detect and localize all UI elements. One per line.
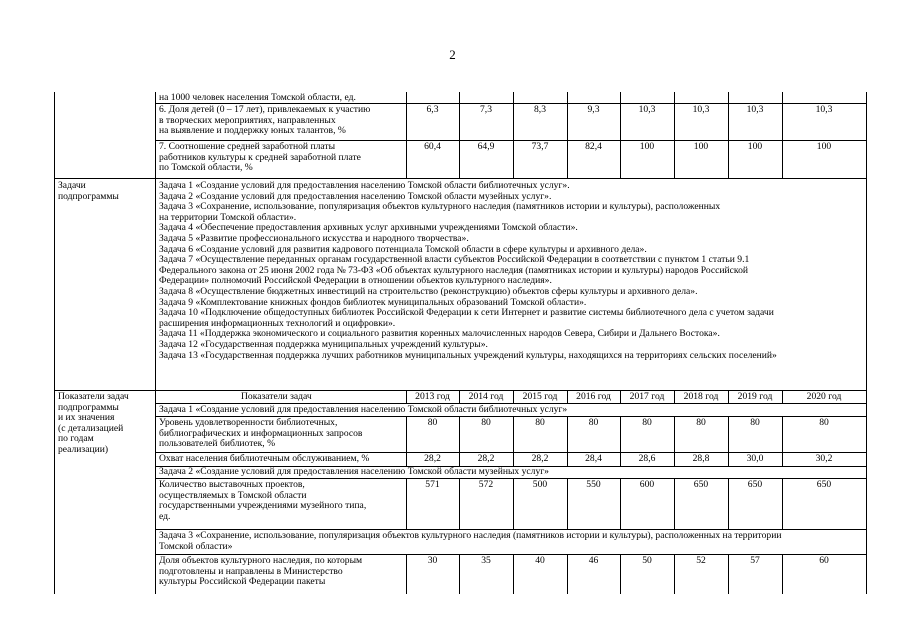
column-rule [674, 103, 675, 140]
column-rule [567, 390, 568, 403]
indicator-value: 6,3 [426, 104, 439, 115]
indicator-value: 10,3 [638, 104, 656, 115]
indicator-value: 30,0 [746, 453, 764, 464]
section-label: (с детализацией [58, 422, 124, 434]
column-rule [620, 478, 621, 529]
year-header: 2019 год [737, 391, 773, 402]
indicator-value: 80 [750, 417, 760, 428]
indicator-text: на выявление и поддержку юных талантов, % [159, 125, 346, 137]
column-rule [782, 140, 783, 178]
year-header: 2020 год [806, 391, 842, 402]
column-rule [513, 103, 514, 140]
column-rule [782, 103, 783, 140]
indicator-value: 35 [481, 555, 491, 566]
indicator-value: 10,3 [692, 104, 710, 115]
column-rule [620, 140, 621, 178]
column-rule [674, 390, 675, 403]
task-line: Федерации» полномочий Российской Федерации в отношении объектов культурного наследия». [159, 275, 552, 287]
indicator-value: 28,8 [692, 453, 710, 464]
indicator-value: 80 [588, 417, 599, 428]
column-rule [513, 140, 514, 178]
task-heading: Задача 3 «Сохранение, использование, популяризация объектов культурного наследия (памятников истории и культуры), расположенных на территории [159, 530, 782, 541]
indicator-text: Количество выставочных проектов, [159, 479, 305, 490]
task-heading: Задача 2 «Создание условий для предоставления населению Томской области музейных услуг» [159, 466, 549, 477]
indicator-value: 100 [693, 141, 709, 152]
section-label: реализации) [58, 444, 109, 455]
indicator-value: 80 [427, 417, 438, 428]
section-label: Показатели задач [58, 391, 129, 402]
indicator-value: 60 [819, 555, 829, 566]
task-line: Задача 1 «Создание условий для предоставления населению Томской области библиотечных услуг». [159, 180, 570, 191]
year-header: 2017 год [629, 391, 665, 402]
indicator-value: 52 [696, 555, 706, 566]
column-rule [728, 554, 729, 594]
indicator-value: 50 [642, 555, 652, 566]
indicator-value: 650 [693, 479, 709, 490]
column-rule [406, 554, 407, 594]
column-rule [406, 103, 407, 140]
section-rule [54, 178, 867, 179]
column-rule [406, 478, 407, 529]
indicator-value: 30 [427, 555, 438, 566]
task-line: Задача 6 «Создание условий для развития кадрового потенциала Томской области в сфере культуры и архивного дела». [159, 243, 647, 255]
indicator-value: 550 [586, 479, 601, 490]
task-line: расширения информационных технологий и оцифровки». [159, 317, 396, 329]
column-rule [620, 92, 621, 103]
indicator-text: государственными учреждениями музейного типа, [159, 500, 367, 512]
indicator-value: 100 [747, 141, 763, 152]
column-rule [406, 140, 407, 178]
task-line: Задача 13 «Государственная поддержка лучших работников муниципальных учреждений культуры, находящихся на территориях сельских поселений» [159, 349, 777, 361]
task-line: Задача 3 «Сохранение, использование, популяризация объектов культурного наследия (памятников истории и культуры), расположенных [159, 201, 721, 213]
task-line: Задача 2 «Создание условий для предоставления населению Томской области музейных услуг». [159, 190, 552, 202]
section-label: и их значения [58, 412, 115, 424]
column-rule [674, 92, 675, 103]
column-rule [513, 416, 514, 452]
column-rule [782, 416, 783, 452]
indicator-value: 650 [816, 479, 832, 490]
column-rule [459, 103, 460, 140]
column-rule [406, 416, 407, 452]
indicator-value: 80 [642, 417, 652, 428]
column-rule [459, 140, 460, 178]
indicator-value: 80 [535, 417, 545, 428]
task-line: Задача 8 «Осуществление бюджетных инвестиций на строительство (реконструкцию) объектов сферы культуры и архивного дела». [159, 286, 698, 297]
indicator-value: 8,3 [534, 104, 546, 115]
indicator-text: по Томской области, % [159, 162, 253, 174]
indicator-text: библиографических и информационных запросов [159, 427, 363, 439]
indicator-text: подготовлены и направлены в Министерство [159, 565, 343, 577]
column-rule [459, 452, 460, 466]
indicator-value: 650 [747, 479, 763, 490]
indicator-text: осуществляемых в Томской области [159, 489, 307, 501]
column-rule [513, 452, 514, 466]
indicator-value: 28,4 [585, 453, 602, 464]
column-rule [728, 478, 729, 529]
year-header: 2014 год [468, 391, 504, 402]
column-rule [728, 390, 729, 403]
task-line: Федерального закона от 25 июня 2002 года № 73-ФЗ «Об объектах культурного наследия (памятниках истории и культуры) народов Российской [159, 264, 749, 276]
column-rule [567, 103, 568, 140]
task-line: Задача 5 «Развитие профессионального искусства и народного творчества». [159, 233, 469, 244]
column-rule [513, 478, 514, 529]
indicator-value: 571 [425, 479, 440, 490]
column-rule [674, 554, 675, 594]
column-rule [459, 478, 460, 529]
indicator-text: 6. Доля детей (0 – 17 лет), привлекаемых к участию [159, 104, 371, 115]
column-rule [728, 103, 729, 140]
task-line: Задача 11 «Поддержка экономического и социального развития коренных малочисленных народов Севера, Сибири и Дальнего Востока». [159, 328, 720, 340]
column-rule [782, 390, 783, 403]
indicator-value: 82,4 [585, 141, 602, 152]
indicator-value: 600 [639, 479, 655, 490]
indicator-value: 28,2 [531, 453, 549, 464]
indicator-value: 80 [696, 417, 706, 428]
indicator-value: 57 [750, 555, 760, 566]
column-rule [406, 92, 407, 103]
indicator-value: 9,3 [587, 104, 600, 115]
indicator-value: 572 [478, 479, 494, 490]
column-rule [620, 416, 621, 452]
column-rule [782, 452, 783, 466]
column-rule [459, 390, 460, 403]
column-rule [567, 140, 568, 178]
table-right-border [866, 92, 867, 594]
column-rule [620, 390, 621, 403]
column-rule [728, 452, 729, 466]
column-rule [459, 92, 460, 103]
indicator-value: 100 [639, 141, 655, 152]
column-rule [620, 103, 621, 140]
column-header: Показатели задач [241, 391, 312, 402]
column-rule [406, 390, 407, 403]
indicator-text: ед. [159, 510, 171, 522]
indicator-value: 64,9 [477, 141, 495, 152]
column-rule [459, 416, 460, 452]
year-header: 2016 год [576, 391, 611, 402]
year-header: 2018 год [683, 391, 719, 402]
indicator-value: 500 [532, 479, 548, 490]
indicator-value: 28,6 [638, 453, 656, 464]
column-rule [459, 554, 460, 594]
column-rule [567, 478, 568, 529]
column-rule [620, 452, 621, 466]
column-rule [728, 140, 729, 178]
indicator-value: 73,7 [531, 141, 549, 152]
indicator-text: на 1000 человек населения Томской области, ед. [159, 92, 356, 103]
task-line: Задача 7 «Осуществление переданных органам государственной власти субъектов Российской Федерации в соответствии с пунктом 1 статьи 9.1 [159, 254, 750, 266]
column-rule [406, 452, 407, 466]
indicator-text: работников культуры к средней заработной плате [159, 151, 361, 163]
task-line: Задача 9 «Комплектование книжных фондов библиотек муниципальных образований Томской области». [159, 296, 587, 308]
column-rule [567, 452, 568, 466]
task-heading: Задача 1 «Создание условий для предоставления населению Томской области библиотечных услуг» [159, 404, 568, 415]
column-rule [674, 452, 675, 466]
column-rule [620, 554, 621, 594]
label-column-rule [155, 92, 156, 594]
indicator-value: 7,3 [480, 104, 492, 115]
table-left-border [54, 92, 55, 594]
year-header: 2013 год [415, 391, 450, 402]
indicator-value: 46 [588, 555, 599, 566]
column-rule [674, 140, 675, 178]
column-rule [567, 554, 568, 594]
indicator-value: 100 [816, 141, 832, 152]
task-line: Задача 12 «Государственная поддержка муниципальных учреждений культуры». [159, 339, 488, 350]
indicator-value: 10,3 [746, 104, 764, 115]
column-rule [782, 554, 783, 594]
year-header: 2015 год [522, 391, 558, 402]
column-rule [674, 478, 675, 529]
section-label: Задачи [58, 180, 86, 191]
column-rule [513, 554, 514, 594]
task-heading: Томской области» [159, 540, 233, 552]
indicator-value: 60,4 [424, 141, 441, 152]
indicator-text: Охват населения библиотечным обслуживанием, % [159, 453, 370, 464]
task-line: Задача 4 «Обеспечение предоставления архивных услуг архивными учреждениями Томской области». [159, 222, 578, 234]
indicator-value: 30,2 [815, 453, 833, 464]
column-rule [567, 92, 568, 103]
column-rule [728, 92, 729, 103]
column-rule [674, 416, 675, 452]
indicator-value: 10,3 [815, 104, 833, 115]
column-rule [728, 416, 729, 452]
indicator-text: Доля объектов культурного наследия, по которым [159, 555, 363, 566]
section-label: подпрограммы [58, 401, 119, 413]
column-rule [567, 416, 568, 452]
section-label: подпрограммы [58, 190, 119, 202]
column-rule [513, 92, 514, 103]
indicator-value: 80 [481, 417, 491, 428]
column-rule [782, 478, 783, 529]
indicator-text: пользователей библиотек, % [159, 438, 276, 450]
indicator-text: 7. Соотношение средней заработной платы [159, 141, 336, 152]
indicator-text: Уровень удовлетворенности библиотечных, [159, 417, 338, 428]
column-rule [513, 390, 514, 403]
page-number: 2 [449, 47, 456, 62]
section-label: по годам [58, 433, 94, 445]
indicator-text: в творческих мероприятиях, направленных [159, 114, 336, 126]
task-line: на территории Томской области». [159, 211, 297, 223]
indicator-value: 28,2 [424, 453, 441, 464]
indicator-value: 28,2 [477, 453, 495, 464]
indicator-value: 80 [819, 417, 829, 428]
indicator-text: культуры Российской Федерации пакеты [159, 576, 326, 588]
indicator-value: 40 [535, 555, 545, 566]
column-rule [782, 92, 783, 103]
task-line: Задача 10 «Подключение общедоступных библиотек Российской Федерации к сети Интернет и развитие системы библиотечного дела с учетом задачи [159, 307, 774, 319]
